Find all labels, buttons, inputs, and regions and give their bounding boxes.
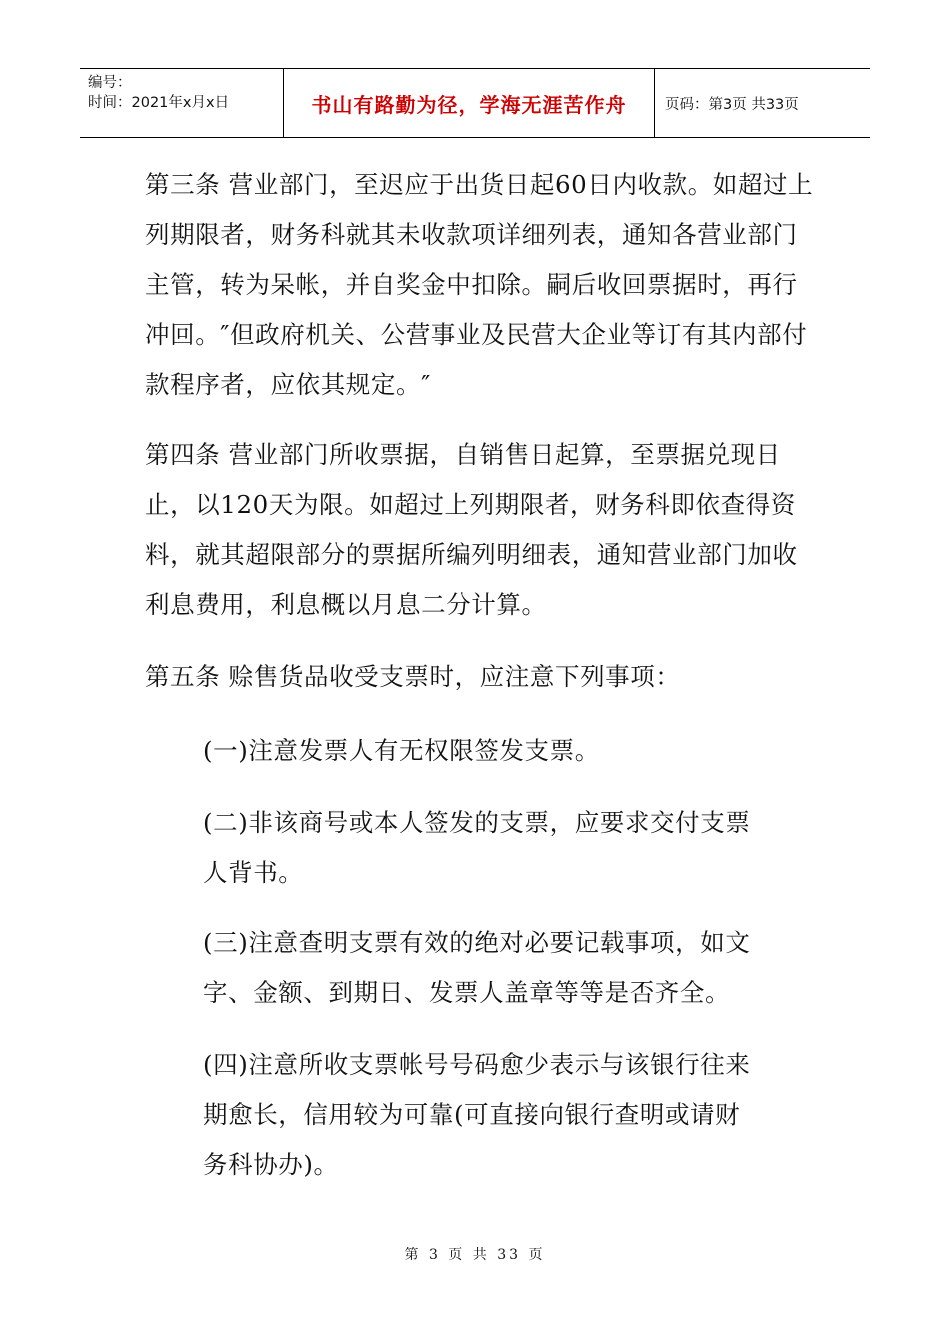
list-item: (二)非该商号或本人签发的支票，应要求交付支票人背书。 [203, 808, 751, 887]
page-footer: 第 3 页 共 33 页 [404, 1247, 546, 1263]
header-page-info: 页码：第3页 共33页 [665, 96, 799, 113]
list-item: (三)注意查明支票有效的绝对必要记载事项，如文字、金额、到期日、发票人盖章等等是否齐全。 [203, 928, 751, 1007]
document-date: 时间：2021年x月x日 [88, 95, 230, 111]
list-item: (四)注意所收支票帐号号码愈少表示与该银行往来期愈长，信用较为可靠(可直接向银行查明或请财务科协办)。 [203, 1050, 751, 1179]
article-5-paragraph: 第五条 赊售货品收受支票时，应注意下列事项： [145, 662, 681, 691]
header-left-cell [80, 69, 284, 137]
header-motto: 书山有路勤为径，学海无涯苦作舟 [284, 69, 655, 137]
document-number-label: 编号： [88, 75, 132, 91]
list-item: (一)注意发票人有无权限签发支票。 [203, 736, 600, 765]
article-4-paragraph: 第四条 营业部门所收票据，自销售日起算，至票据兑现日止，以120天为限。如超过上列期限者，财务科即依查得资料，就其超限部分的票据所编列明细表，通知营业部门加收利息费用，利息概以月息二分计算。 [145, 440, 798, 619]
page-header [80, 68, 870, 138]
article-3-paragraph: 第三条 营业部门，至迟应于出货日起60日内收款。如超过上列期限者，财务科就其未收款项详细列表，通知各营业部门主管，转为呆帐，并自奖金中扣除。嗣后收回票据时，再行冲回。″但政府机关、公营事业及民营大企业等订有其内部付款程序者，应依其规定。″ [145, 170, 814, 399]
